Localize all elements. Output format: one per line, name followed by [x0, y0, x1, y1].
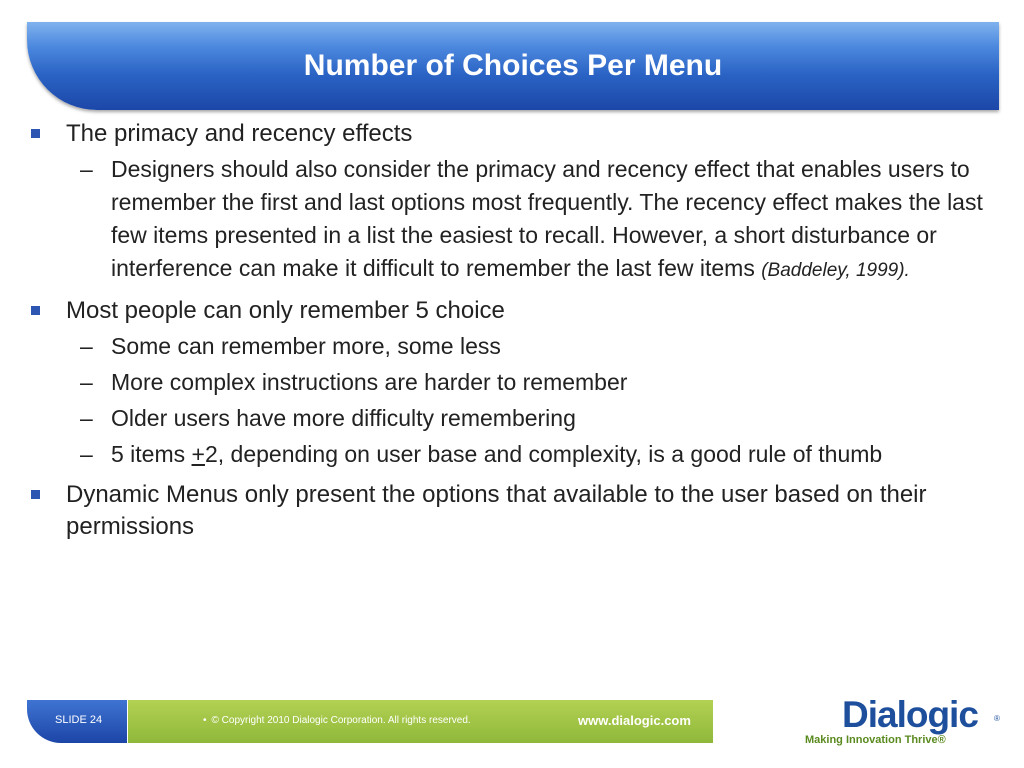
- sub-bullet-2-3-text: Older users have more difficulty remembering: [111, 405, 576, 431]
- square-bullet-icon: [31, 129, 40, 138]
- copyright-notice: [203, 715, 471, 726]
- sub-bullet-1-1: [28, 153, 998, 287]
- dash-bullet-icon: –: [80, 156, 93, 182]
- sub-bullet-1-1-text: Designers should also consider the primacy and recency effect that enables users to remember the first and last options most frequently. The recency effect makes the last few items presented in a list the easiest to recall. However, a short disturbance or interference can make it difficult to remember the last few items: [111, 156, 983, 281]
- sub-bullet-2-1-text: Some can remember more, some less: [111, 333, 501, 359]
- sub-bullet-2-4: [28, 438, 998, 471]
- slide-title: Number of Choices Per Menu: [303, 49, 723, 82]
- dash-bullet-icon: –: [80, 441, 93, 467]
- square-bullet-icon: [31, 490, 40, 499]
- footer-slide-box: [27, 700, 127, 743]
- bullet-1: [28, 118, 998, 150]
- website-link[interactable]: www.dialogic.com: [578, 713, 691, 728]
- bullet-2: [28, 295, 998, 327]
- footer-bar: [128, 700, 713, 743]
- sub-bullet-2-1: [28, 330, 998, 363]
- logo-wordmark: Dialogic: [842, 694, 978, 735]
- title-bar: [27, 22, 999, 110]
- footer-bullet-icon: •: [203, 715, 207, 726]
- bullet-1-text: The primacy and recency effects: [66, 120, 413, 147]
- sub-bullet-2-4-text-before: 5 items: [111, 441, 192, 467]
- dash-bullet-icon: –: [80, 369, 93, 395]
- square-bullet-icon: [31, 306, 40, 315]
- sub-bullet-2-2-text: More complex instructions are harder to remember: [111, 369, 628, 395]
- sub-bullet-2-2: [28, 366, 998, 399]
- citation: (Baddeley, 1999).: [761, 260, 910, 281]
- copyright-text: © Copyright 2010 Dialogic Corporation. All rights reserved.: [211, 715, 471, 726]
- dash-bullet-icon: –: [80, 333, 93, 359]
- slide-number: SLIDE 24: [55, 714, 103, 726]
- plus-minus-sign: +: [191, 441, 205, 467]
- dash-bullet-icon: –: [80, 405, 93, 431]
- bullet-3-text: Dynamic Menus only present the options that available to the user based on their permissions: [66, 481, 927, 540]
- sub-bullet-2-4-text-after: 2, depending on user base and complexity, is a good rule of thumb: [204, 441, 883, 467]
- bullet-3: [28, 479, 998, 543]
- bullet-2-text: Most people can only remember 5 choice: [66, 297, 505, 324]
- sub-bullet-2-3: [28, 402, 998, 435]
- dialogic-logo: [800, 694, 1010, 752]
- slide-content: [28, 118, 998, 543]
- logo-registered-mark: ®: [994, 714, 1000, 723]
- logo-tagline: Making Innovation Thrive®: [805, 734, 946, 746]
